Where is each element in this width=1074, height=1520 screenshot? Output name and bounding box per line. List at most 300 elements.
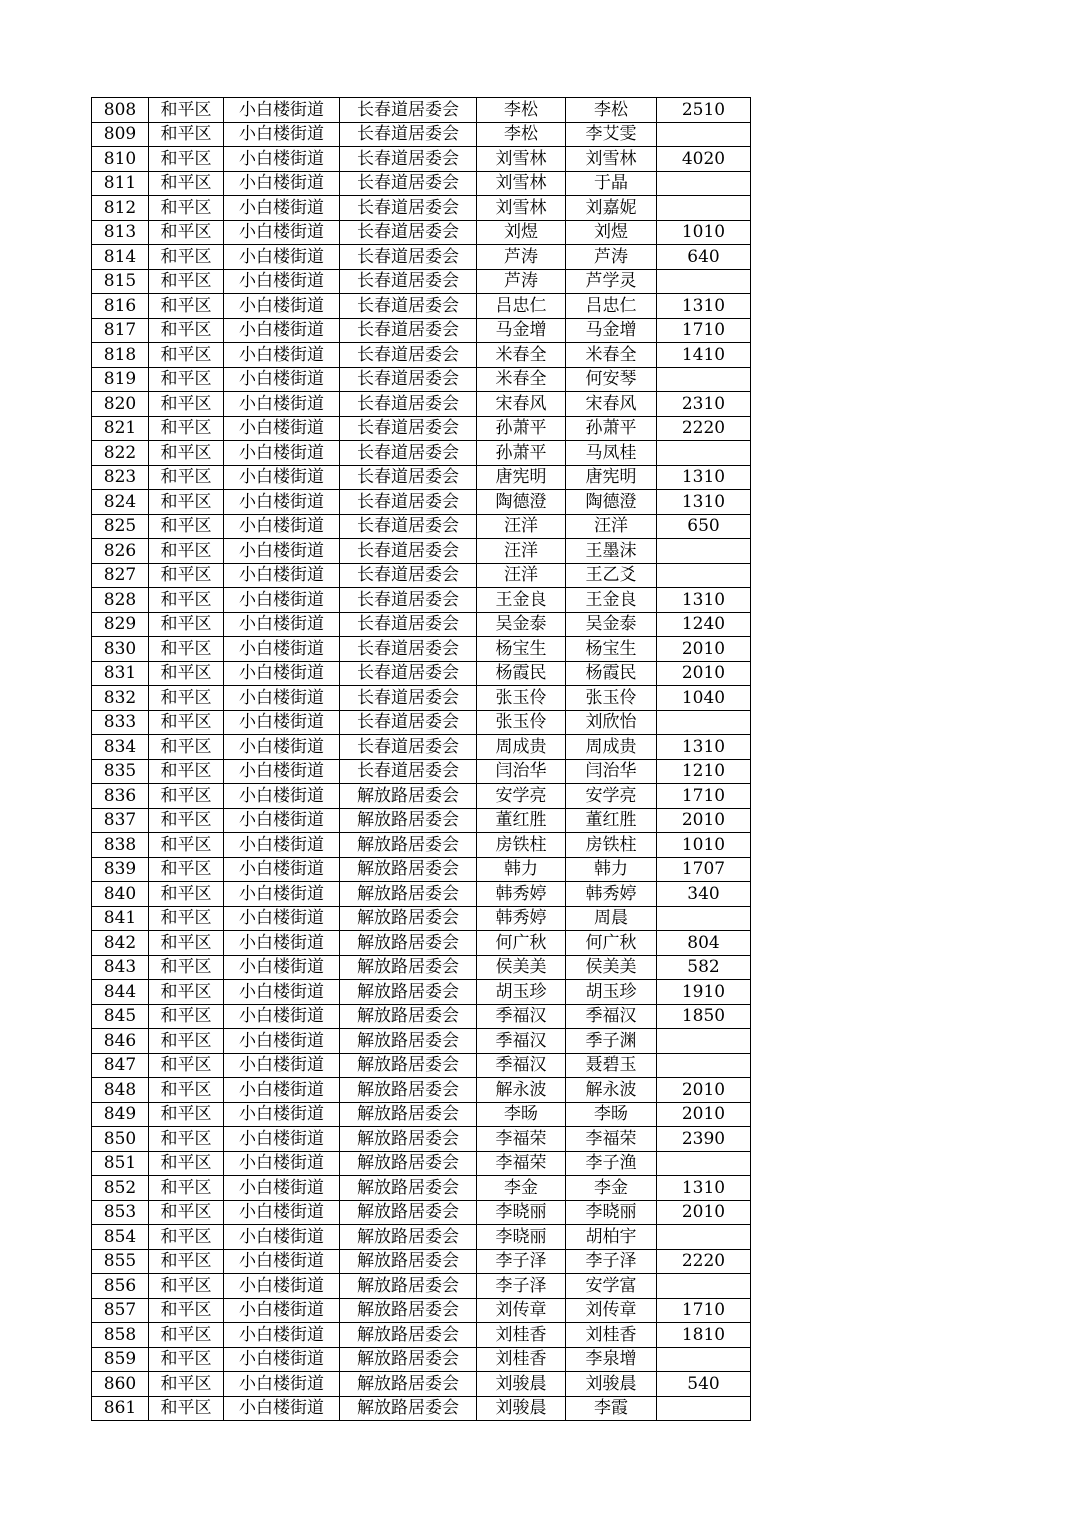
- street-cell: 小白楼街道: [224, 465, 340, 490]
- table-row: [92, 416, 751, 441]
- member-name-cell: 孙萧平: [566, 416, 657, 441]
- row-number-cell: 835: [92, 759, 149, 784]
- street-cell: 小白楼街道: [224, 1200, 340, 1225]
- householder-cell: 张玉伶: [477, 686, 566, 711]
- householder-cell: 周成贵: [477, 735, 566, 760]
- district-cell: 和平区: [149, 1176, 224, 1201]
- table-row: [92, 1029, 751, 1054]
- amount-cell: 2010: [657, 1200, 751, 1225]
- committee-cell: 解放路居委会: [340, 1249, 477, 1274]
- committee-cell: 解放路居委会: [340, 1298, 477, 1323]
- district-cell: 和平区: [149, 367, 224, 392]
- district-cell: 和平区: [149, 1078, 224, 1103]
- street-cell: 小白楼街道: [224, 1078, 340, 1103]
- street-cell: 小白楼街道: [224, 710, 340, 735]
- district-cell: 和平区: [149, 1004, 224, 1029]
- householder-cell: 刘雪林: [477, 171, 566, 196]
- householder-cell: 安学亮: [477, 784, 566, 809]
- member-name-cell: 聂碧玉: [566, 1053, 657, 1078]
- committee-cell: 解放路居委会: [340, 1151, 477, 1176]
- district-cell: 和平区: [149, 465, 224, 490]
- street-cell: 小白楼街道: [224, 441, 340, 466]
- row-number-cell: 829: [92, 612, 149, 637]
- table-row: [92, 1225, 751, 1250]
- householder-cell: 李松: [477, 122, 566, 147]
- row-number-cell: 845: [92, 1004, 149, 1029]
- member-name-cell: 吴金泰: [566, 612, 657, 637]
- amount-cell: 1710: [657, 1298, 751, 1323]
- committee-cell: 长春道居委会: [340, 392, 477, 417]
- row-number-cell: 850: [92, 1127, 149, 1152]
- householder-cell: 刘雪林: [477, 147, 566, 172]
- district-cell: 和平区: [149, 1372, 224, 1397]
- table-row: [92, 171, 751, 196]
- committee-cell: 解放路居委会: [340, 1347, 477, 1372]
- street-cell: 小白楼街道: [224, 343, 340, 368]
- householder-cell: 季福汉: [477, 1053, 566, 1078]
- householder-cell: 胡玉珍: [477, 980, 566, 1005]
- row-number-cell: 842: [92, 931, 149, 956]
- committee-cell: 解放路居委会: [340, 955, 477, 980]
- table-row: [92, 220, 751, 245]
- committee-cell: 解放路居委会: [340, 1004, 477, 1029]
- row-number-cell: 830: [92, 637, 149, 662]
- district-cell: 和平区: [149, 1225, 224, 1250]
- street-cell: 小白楼街道: [224, 171, 340, 196]
- member-name-cell: 韩力: [566, 857, 657, 882]
- row-number-cell: 812: [92, 196, 149, 221]
- amount-cell: 2510: [657, 98, 751, 123]
- householder-cell: 解永波: [477, 1078, 566, 1103]
- householder-cell: 张玉伶: [477, 710, 566, 735]
- committee-cell: 解放路居委会: [340, 1078, 477, 1103]
- member-name-cell: 芦学灵: [566, 269, 657, 294]
- street-cell: 小白楼街道: [224, 784, 340, 809]
- householder-cell: 刘骏晨: [477, 1396, 566, 1421]
- householder-cell: 李晓丽: [477, 1225, 566, 1250]
- member-name-cell: 刘雪林: [566, 147, 657, 172]
- householder-cell: 韩力: [477, 857, 566, 882]
- member-name-cell: 周晨: [566, 906, 657, 931]
- row-number-cell: 815: [92, 269, 149, 294]
- householder-cell: 汪洋: [477, 563, 566, 588]
- row-number-cell: 834: [92, 735, 149, 760]
- row-number-cell: 817: [92, 318, 149, 343]
- street-cell: 小白楼街道: [224, 245, 340, 270]
- householder-cell: 李金: [477, 1176, 566, 1201]
- district-cell: 和平区: [149, 1298, 224, 1323]
- member-name-cell: 刘嘉妮: [566, 196, 657, 221]
- committee-cell: 长春道居委会: [340, 171, 477, 196]
- district-cell: 和平区: [149, 1029, 224, 1054]
- district-cell: 和平区: [149, 1053, 224, 1078]
- member-name-cell: 杨霞民: [566, 661, 657, 686]
- amount-cell: [657, 1274, 751, 1299]
- street-cell: 小白楼街道: [224, 1347, 340, 1372]
- district-cell: 和平区: [149, 980, 224, 1005]
- amount-cell: 1310: [657, 1176, 751, 1201]
- householder-cell: 刘桂香: [477, 1347, 566, 1372]
- committee-cell: 解放路居委会: [340, 784, 477, 809]
- district-cell: 和平区: [149, 563, 224, 588]
- householder-cell: 刘骏晨: [477, 1372, 566, 1397]
- row-number-cell: 810: [92, 147, 149, 172]
- committee-cell: 解放路居委会: [340, 882, 477, 907]
- street-cell: 小白楼街道: [224, 1151, 340, 1176]
- row-number-cell: 820: [92, 392, 149, 417]
- street-cell: 小白楼街道: [224, 539, 340, 564]
- committee-cell: 长春道居委会: [340, 465, 477, 490]
- member-name-cell: 汪洋: [566, 514, 657, 539]
- district-cell: 和平区: [149, 514, 224, 539]
- member-name-cell: 刘骏晨: [566, 1372, 657, 1397]
- row-number-cell: 849: [92, 1102, 149, 1127]
- amount-cell: 650: [657, 514, 751, 539]
- table-row: [92, 1176, 751, 1201]
- row-number-cell: 841: [92, 906, 149, 931]
- table-row: [92, 588, 751, 613]
- street-cell: 小白楼街道: [224, 1249, 340, 1274]
- householder-cell: 何广秋: [477, 931, 566, 956]
- row-number-cell: 846: [92, 1029, 149, 1054]
- street-cell: 小白楼街道: [224, 269, 340, 294]
- committee-cell: 解放路居委会: [340, 833, 477, 858]
- amount-cell: 640: [657, 245, 751, 270]
- street-cell: 小白楼街道: [224, 1323, 340, 1348]
- district-cell: 和平区: [149, 784, 224, 809]
- member-name-cell: 芦涛: [566, 245, 657, 270]
- table-row: [92, 1102, 751, 1127]
- row-number-cell: 816: [92, 294, 149, 319]
- street-cell: 小白楼街道: [224, 588, 340, 613]
- amount-cell: [657, 539, 751, 564]
- member-name-cell: 马凤桂: [566, 441, 657, 466]
- committee-cell: 长春道居委会: [340, 661, 477, 686]
- member-name-cell: 何广秋: [566, 931, 657, 956]
- amount-cell: 2220: [657, 1249, 751, 1274]
- member-name-cell: 李霞: [566, 1396, 657, 1421]
- street-cell: 小白楼街道: [224, 1029, 340, 1054]
- amount-cell: 1310: [657, 465, 751, 490]
- member-name-cell: 杨宝生: [566, 637, 657, 662]
- table-row: [92, 1298, 751, 1323]
- row-number-cell: 819: [92, 367, 149, 392]
- district-cell: 和平区: [149, 343, 224, 368]
- member-name-cell: 刘欣怡: [566, 710, 657, 735]
- district-cell: 和平区: [149, 906, 224, 931]
- member-name-cell: 李艾雯: [566, 122, 657, 147]
- householder-cell: 汪洋: [477, 539, 566, 564]
- district-cell: 和平区: [149, 1200, 224, 1225]
- committee-cell: 长春道居委会: [340, 196, 477, 221]
- street-cell: 小白楼街道: [224, 147, 340, 172]
- amount-cell: 2010: [657, 808, 751, 833]
- householder-cell: 韩秀婷: [477, 906, 566, 931]
- table-row: [92, 808, 751, 833]
- committee-cell: 解放路居委会: [340, 857, 477, 882]
- member-name-cell: 房铁柱: [566, 833, 657, 858]
- amount-cell: 540: [657, 1372, 751, 1397]
- member-name-cell: 刘传章: [566, 1298, 657, 1323]
- table-row: [92, 98, 751, 123]
- householder-cell: 韩秀婷: [477, 882, 566, 907]
- data-table: [91, 97, 751, 1421]
- row-number-cell: 814: [92, 245, 149, 270]
- row-number-cell: 843: [92, 955, 149, 980]
- amount-cell: [657, 1225, 751, 1250]
- district-cell: 和平区: [149, 637, 224, 662]
- table-row: [92, 612, 751, 637]
- table-row: [92, 931, 751, 956]
- street-cell: 小白楼街道: [224, 514, 340, 539]
- district-cell: 和平区: [149, 539, 224, 564]
- amount-cell: 1040: [657, 686, 751, 711]
- district-cell: 和平区: [149, 612, 224, 637]
- district-cell: 和平区: [149, 122, 224, 147]
- street-cell: 小白楼街道: [224, 1396, 340, 1421]
- member-name-cell: 王金良: [566, 588, 657, 613]
- committee-cell: 解放路居委会: [340, 1029, 477, 1054]
- committee-cell: 解放路居委会: [340, 1200, 477, 1225]
- householder-cell: 李晓丽: [477, 1200, 566, 1225]
- committee-cell: 长春道居委会: [340, 588, 477, 613]
- street-cell: 小白楼街道: [224, 1274, 340, 1299]
- district-cell: 和平区: [149, 318, 224, 343]
- member-name-cell: 宋春风: [566, 392, 657, 417]
- member-name-cell: 李子渔: [566, 1151, 657, 1176]
- amount-cell: 2010: [657, 1102, 751, 1127]
- table-row: [92, 269, 751, 294]
- member-name-cell: 李福荣: [566, 1127, 657, 1152]
- district-cell: 和平区: [149, 808, 224, 833]
- street-cell: 小白楼街道: [224, 955, 340, 980]
- householder-cell: 唐宪明: [477, 465, 566, 490]
- street-cell: 小白楼街道: [224, 857, 340, 882]
- member-name-cell: 刘煜: [566, 220, 657, 245]
- street-cell: 小白楼街道: [224, 882, 340, 907]
- district-cell: 和平区: [149, 416, 224, 441]
- table-row: [92, 710, 751, 735]
- householder-cell: 季福汉: [477, 1004, 566, 1029]
- street-cell: 小白楼街道: [224, 980, 340, 1005]
- committee-cell: 长春道居委会: [340, 269, 477, 294]
- street-cell: 小白楼街道: [224, 612, 340, 637]
- householder-cell: 孙萧平: [477, 416, 566, 441]
- amount-cell: 1010: [657, 833, 751, 858]
- table-row: [92, 392, 751, 417]
- table-row: [92, 490, 751, 515]
- householder-cell: 闫治华: [477, 759, 566, 784]
- member-name-cell: 安学亮: [566, 784, 657, 809]
- amount-cell: 582: [657, 955, 751, 980]
- table-row: [92, 906, 751, 931]
- member-name-cell: 李金: [566, 1176, 657, 1201]
- district-cell: 和平区: [149, 1396, 224, 1421]
- row-number-cell: 823: [92, 465, 149, 490]
- member-name-cell: 何安琴: [566, 367, 657, 392]
- table-row: [92, 686, 751, 711]
- committee-cell: 解放路居委会: [340, 931, 477, 956]
- row-number-cell: 813: [92, 220, 149, 245]
- member-name-cell: 董红胜: [566, 808, 657, 833]
- table-row: [92, 1347, 751, 1372]
- householder-cell: 马金增: [477, 318, 566, 343]
- member-name-cell: 安学富: [566, 1274, 657, 1299]
- street-cell: 小白楼街道: [224, 318, 340, 343]
- row-number-cell: 824: [92, 490, 149, 515]
- householder-cell: 刘传章: [477, 1298, 566, 1323]
- householder-cell: 米春全: [477, 367, 566, 392]
- row-number-cell: 833: [92, 710, 149, 735]
- committee-cell: 解放路居委会: [340, 1102, 477, 1127]
- district-cell: 和平区: [149, 759, 224, 784]
- householder-cell: 杨宝生: [477, 637, 566, 662]
- street-cell: 小白楼街道: [224, 735, 340, 760]
- table-row: [92, 1078, 751, 1103]
- amount-cell: 2010: [657, 637, 751, 662]
- amount-cell: [657, 563, 751, 588]
- member-name-cell: 王墨沫: [566, 539, 657, 564]
- table-row: [92, 857, 751, 882]
- amount-cell: 1910: [657, 980, 751, 1005]
- committee-cell: 长春道居委会: [340, 294, 477, 319]
- member-name-cell: 李旸: [566, 1102, 657, 1127]
- row-number-cell: 859: [92, 1347, 149, 1372]
- district-cell: 和平区: [149, 1102, 224, 1127]
- table-row: [92, 833, 751, 858]
- householder-cell: 孙萧平: [477, 441, 566, 466]
- committee-cell: 长春道居委会: [340, 147, 477, 172]
- committee-cell: 长春道居委会: [340, 686, 477, 711]
- table-row: [92, 955, 751, 980]
- committee-cell: 解放路居委会: [340, 980, 477, 1005]
- member-name-cell: 侯美美: [566, 955, 657, 980]
- member-name-cell: 于晶: [566, 171, 657, 196]
- householder-cell: 李福荣: [477, 1151, 566, 1176]
- table-row: [92, 1274, 751, 1299]
- amount-cell: 340: [657, 882, 751, 907]
- table-row: [92, 1372, 751, 1397]
- district-cell: 和平区: [149, 857, 224, 882]
- householder-cell: 李子泽: [477, 1249, 566, 1274]
- amount-cell: 1710: [657, 784, 751, 809]
- row-number-cell: 808: [92, 98, 149, 123]
- district-cell: 和平区: [149, 710, 224, 735]
- amount-cell: 2010: [657, 1078, 751, 1103]
- row-number-cell: 818: [92, 343, 149, 368]
- member-name-cell: 米春全: [566, 343, 657, 368]
- district-cell: 和平区: [149, 490, 224, 515]
- householder-cell: 李福荣: [477, 1127, 566, 1152]
- row-number-cell: 811: [92, 171, 149, 196]
- row-number-cell: 853: [92, 1200, 149, 1225]
- table-row: [92, 514, 751, 539]
- district-cell: 和平区: [149, 882, 224, 907]
- table-body: [92, 98, 751, 1421]
- table-row: [92, 784, 751, 809]
- member-name-cell: 解永波: [566, 1078, 657, 1103]
- street-cell: 小白楼街道: [224, 637, 340, 662]
- district-cell: 和平区: [149, 735, 224, 760]
- table-row: [92, 147, 751, 172]
- table-row: [92, 1151, 751, 1176]
- committee-cell: 长春道居委会: [340, 637, 477, 662]
- committee-cell: 长春道居委会: [340, 122, 477, 147]
- amount-cell: 2010: [657, 661, 751, 686]
- amount-cell: 1310: [657, 588, 751, 613]
- householder-cell: 芦涛: [477, 245, 566, 270]
- committee-cell: 长春道居委会: [340, 343, 477, 368]
- table-row: [92, 465, 751, 490]
- table-row: [92, 539, 751, 564]
- table-row: [92, 367, 751, 392]
- committee-cell: 长春道居委会: [340, 490, 477, 515]
- street-cell: 小白楼街道: [224, 416, 340, 441]
- row-number-cell: 851: [92, 1151, 149, 1176]
- member-name-cell: 刘桂香: [566, 1323, 657, 1348]
- street-cell: 小白楼街道: [224, 1053, 340, 1078]
- row-number-cell: 847: [92, 1053, 149, 1078]
- row-number-cell: 852: [92, 1176, 149, 1201]
- amount-cell: [657, 1396, 751, 1421]
- committee-cell: 解放路居委会: [340, 1323, 477, 1348]
- householder-cell: 吴金泰: [477, 612, 566, 637]
- householder-cell: 李旸: [477, 1102, 566, 1127]
- member-name-cell: 李子泽: [566, 1249, 657, 1274]
- table-row: [92, 882, 751, 907]
- table-row: [92, 1200, 751, 1225]
- street-cell: 小白楼街道: [224, 1225, 340, 1250]
- table-row: [92, 196, 751, 221]
- householder-cell: 刘雪林: [477, 196, 566, 221]
- table-row: [92, 122, 751, 147]
- amount-cell: [657, 1053, 751, 1078]
- district-cell: 和平区: [149, 269, 224, 294]
- table-row: [92, 245, 751, 270]
- street-cell: 小白楼街道: [224, 220, 340, 245]
- member-name-cell: 韩秀婷: [566, 882, 657, 907]
- street-cell: 小白楼街道: [224, 833, 340, 858]
- member-name-cell: 吕忠仁: [566, 294, 657, 319]
- householder-cell: 宋春风: [477, 392, 566, 417]
- committee-cell: 长春道居委会: [340, 441, 477, 466]
- member-name-cell: 胡玉珍: [566, 980, 657, 1005]
- street-cell: 小白楼街道: [224, 1298, 340, 1323]
- row-number-cell: 844: [92, 980, 149, 1005]
- district-cell: 和平区: [149, 1127, 224, 1152]
- district-cell: 和平区: [149, 392, 224, 417]
- row-number-cell: 828: [92, 588, 149, 613]
- district-cell: 和平区: [149, 1274, 224, 1299]
- table-row: [92, 759, 751, 784]
- committee-cell: 长春道居委会: [340, 514, 477, 539]
- committee-cell: 长春道居委会: [340, 735, 477, 760]
- district-cell: 和平区: [149, 1323, 224, 1348]
- amount-cell: 1010: [657, 220, 751, 245]
- street-cell: 小白楼街道: [224, 98, 340, 123]
- committee-cell: 长春道居委会: [340, 98, 477, 123]
- row-number-cell: 827: [92, 563, 149, 588]
- committee-cell: 长春道居委会: [340, 245, 477, 270]
- district-cell: 和平区: [149, 220, 224, 245]
- street-cell: 小白楼街道: [224, 931, 340, 956]
- committee-cell: 长春道居委会: [340, 539, 477, 564]
- amount-cell: 1240: [657, 612, 751, 637]
- street-cell: 小白楼街道: [224, 759, 340, 784]
- row-number-cell: 832: [92, 686, 149, 711]
- amount-cell: 2220: [657, 416, 751, 441]
- householder-cell: 刘煜: [477, 220, 566, 245]
